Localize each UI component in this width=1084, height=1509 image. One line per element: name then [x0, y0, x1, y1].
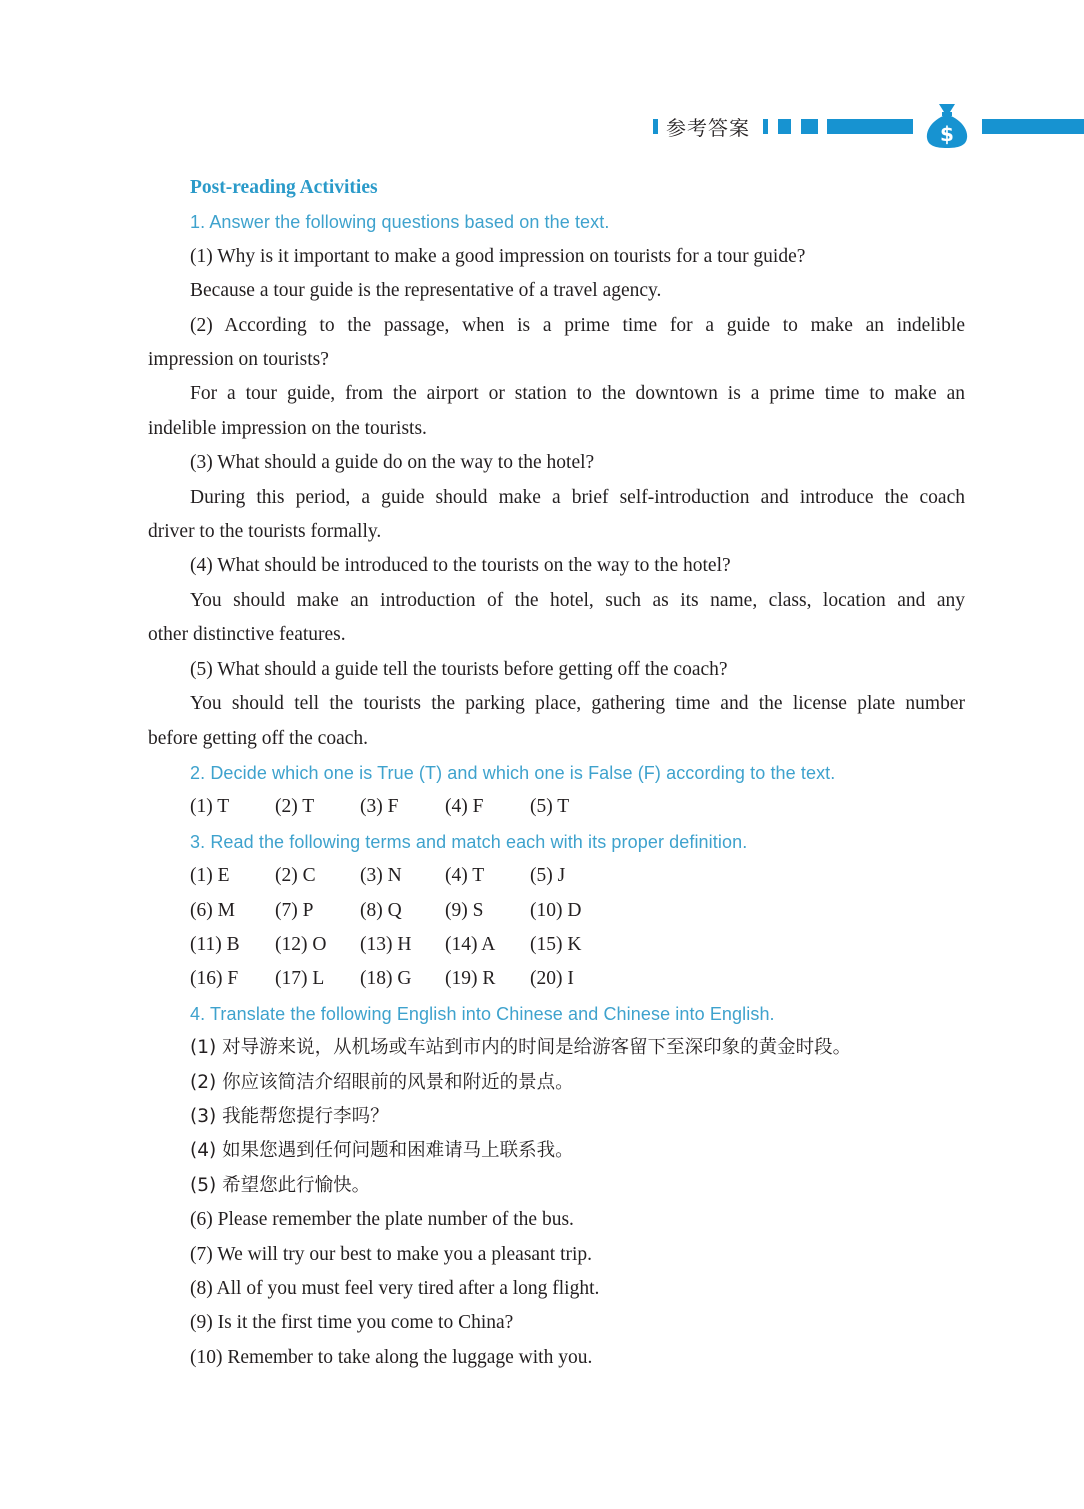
answer-cell: (14) A [445, 933, 496, 955]
question: (2) According to the passage, when is a prime time for a guide to make an indelible [190, 314, 965, 336]
task-title: 2. Decide which one is True (T) and which one is False (F) according to the text. [190, 762, 836, 783]
task-title: 1. Answer the following questions based on the text. [190, 212, 610, 233]
answer-row [148, 859, 965, 893]
translation-item: (10) Remember to take along the luggage with you. [190, 1346, 593, 1368]
answer: For a tour guide, from the airport or station to the downtown is a prime time to make an [190, 383, 965, 405]
translation-item: (1) 对导游来说，从机场或车站到市内的时间是给游客留下至深印象的黄金时段。 [190, 1037, 852, 1059]
answer-cell: (8) Q [360, 899, 402, 921]
answer-cell: (4) F [445, 796, 484, 818]
section-title: Post-reading Activities [190, 177, 378, 198]
answer-cell: (11) B [190, 933, 240, 955]
question-continued: impression on tourists? [148, 349, 329, 371]
answer-cell: (1) T [190, 796, 230, 818]
answer-cell: (5) J [530, 865, 566, 887]
header-marker [653, 119, 658, 134]
answer-cell: (2) C [275, 865, 316, 887]
task-title: 4. Translate the following English into Chinese and Chinese into English. [190, 1003, 775, 1024]
question: (5) What should a guide tell the tourists before getting off the coach? [190, 658, 728, 680]
translation-item: (5) 希望您此行愉快。 [190, 1174, 371, 1196]
header-title: 参考答案 [666, 116, 750, 140]
answer-cell: (1) E [190, 865, 230, 887]
answer-continued: driver to the tourists formally. [148, 521, 382, 543]
translation-item: (6) Please remember the plate number of the bus. [190, 1209, 574, 1231]
header-decor-bar [982, 119, 1084, 134]
answer-cell: (13) H [360, 933, 412, 955]
answer: You should tell the tourists the parking place, gathering time and the license plate number [190, 693, 965, 715]
answer-cell: (19) R [445, 968, 496, 990]
question: (4) What should be introduced to the tourists on the way to the hotel? [190, 555, 731, 577]
answer-cell: (9) S [445, 899, 484, 921]
header-decor-bar [827, 119, 913, 134]
answer-cell: (6) M [190, 899, 235, 921]
answer-cell: (20) I [530, 968, 574, 990]
answer-cell: (3) N [360, 865, 402, 887]
answer-continued: indelible impression on the tourists. [148, 417, 427, 439]
translation-item: (3) 我能帮您提行李吗？ [190, 1105, 389, 1127]
header-decor-square [778, 119, 791, 134]
translation-item: (8) All of you must feel very tired after a long flight. [190, 1278, 600, 1299]
page-header [0, 100, 1084, 152]
answer-cell: (2) T [275, 796, 315, 818]
svg-text:$: $ [940, 122, 954, 146]
answer: Because a tour guide is the representative of a travel agency. [190, 280, 662, 302]
answer-row [148, 790, 965, 824]
answer-cell: (17) L [275, 968, 325, 990]
question: (3) What should a guide do on the way to the hotel? [190, 452, 595, 474]
answer-row [148, 962, 965, 996]
question: (1) Why is it important to make a good impression on tourists for a tour guide? [190, 245, 806, 267]
answer: You should make an introduction of the hotel, such as its name, class, location and any [190, 589, 965, 611]
answer-cell: (18) G [360, 968, 412, 990]
translation-item: (4) 如果您遇到任何问题和困难请马上联系我。 [190, 1140, 574, 1162]
task-title: 3. Read the following terms and match each with its proper definition. [190, 831, 748, 852]
answer-row [148, 928, 965, 962]
answer-cell: (3) F [360, 796, 399, 818]
answer-continued: before getting off the coach. [148, 727, 369, 749]
answer-cell: (10) D [530, 899, 582, 921]
answer-cell: (16) F [190, 968, 239, 990]
answer-content [148, 171, 965, 1375]
answer: During this period, a guide should make a brief self-introduction and introduce the coach [190, 486, 965, 508]
answer-cell: (12) O [275, 933, 327, 955]
header-decor-square [763, 119, 768, 134]
header-decor-square [801, 119, 818, 134]
translation-item: (7) We will try our best to make you a pleasant trip. [190, 1243, 593, 1265]
answer-cell: (4) T [445, 865, 485, 887]
answer-row [148, 894, 965, 928]
answer-cell: (15) K [530, 933, 582, 955]
money-bag-icon [924, 100, 970, 150]
answer-cell: (7) P [275, 899, 314, 921]
translation-item: (9) Is it the first time you come to China? [190, 1312, 514, 1334]
answer-continued: other distinctive features. [148, 624, 346, 646]
translation-item: (2) 你应该简洁介绍眼前的风景和附近的景点。 [190, 1071, 574, 1093]
answer-cell: (5) T [530, 796, 570, 818]
